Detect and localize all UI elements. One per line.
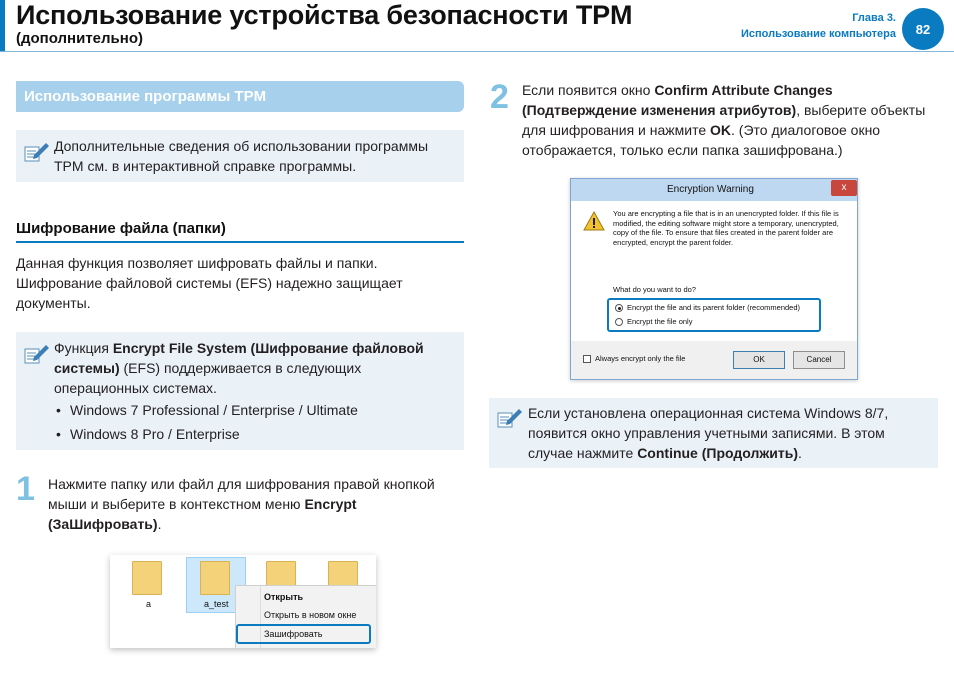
radio-encrypt-parent-label[interactable]: Encrypt the file and its parent folder (recommended) xyxy=(627,303,801,312)
header-accent-bar xyxy=(0,0,5,52)
step-1-text: Нажмите папку или файл для шифрования правой кнопкой мыши и выберите в контекстном меню Encrypt (ЗаШифровать). xyxy=(48,476,435,532)
encryption-warning-dialog xyxy=(570,178,858,380)
note-pen-icon xyxy=(22,340,50,368)
note-box-help xyxy=(16,130,464,182)
folder-icon xyxy=(200,561,230,595)
file-label: a xyxy=(146,599,152,609)
subheading-rule xyxy=(16,241,464,243)
context-menu-open[interactable]: Открыть xyxy=(264,592,304,602)
step-number-1: 1 xyxy=(16,470,35,508)
dialog-title: Encryption Warning xyxy=(667,184,754,195)
chapter-label: Глава 3. xyxy=(852,12,896,24)
explorer-screenshot xyxy=(110,555,376,648)
dialog-message: You are encrypting a file that is in an unencrypted folder. If this file is modified, the editing software might store a temporary, unencrypted, copy of the file. To ensure that files created in the parent folder are encrypted, encrypt the parent folder. xyxy=(613,209,839,247)
options-highlight xyxy=(607,298,821,332)
always-encrypt-label[interactable]: Always encrypt only the file xyxy=(595,354,686,363)
ok-button[interactable]: OK xyxy=(733,351,785,369)
context-menu-encrypt[interactable]: Зашифровать xyxy=(264,629,323,639)
note-text: Дополнительные сведения об использовании программы TPM см. в интерактивной справке программы. xyxy=(54,138,429,174)
page-subtitle: (дополнительно) xyxy=(16,30,143,47)
always-encrypt-checkbox[interactable] xyxy=(583,355,591,363)
radio-encrypt-file-only-label[interactable]: Encrypt the file only xyxy=(627,317,693,326)
list-item: • Windows 8 Pro / Enterprise xyxy=(70,424,240,444)
cancel-button[interactable]: Cancel xyxy=(793,351,845,369)
note-text: Функция Encrypt File System (Шифрование файловой системы) (EFS) поддерживается в следующих операционных системах. xyxy=(54,340,424,396)
file-label: a_test xyxy=(204,599,229,609)
step-number-2: 2 xyxy=(490,78,509,116)
subheading: Шифрование файла (папки) xyxy=(16,220,226,237)
intro-paragraph: Данная функция позволяет шифровать файлы и папки. Шифрование файловой системы (EFS) надежно защищает документы. xyxy=(16,255,403,311)
page-title: Использование устройства безопасности TPM xyxy=(16,0,633,30)
encrypt-highlight xyxy=(236,624,371,644)
page-number-badge: 82 xyxy=(902,8,944,50)
header-divider xyxy=(0,51,954,52)
dialog-close-button[interactable]: x xyxy=(831,180,857,196)
section-title-bar xyxy=(16,81,464,112)
section-title: Использование программы TPM xyxy=(24,88,267,105)
note-text: Если установлена операционная система Windows 8/7, появится окно управления учетными записями. В этом случае нажмите Continue (Продолжить). xyxy=(528,405,889,461)
warning-icon xyxy=(583,211,605,231)
note-pen-icon xyxy=(495,404,523,432)
step-2-text: Если появится окно Confirm Attribute Changes (Подтверждение изменения атрибутов), выберите объекты для шифрования и нажмите OK. (Это диалоговое окно отображается, только если папка зашифрована.) xyxy=(522,82,926,158)
context-menu-open-new-window[interactable]: Открыть в новом окне xyxy=(264,610,357,620)
dialog-question: What do you want to do? xyxy=(613,285,696,294)
note-box-efs xyxy=(16,332,464,450)
dialog-titlebar xyxy=(571,179,857,201)
note-pen-icon xyxy=(22,138,50,166)
folder-icon xyxy=(132,561,162,595)
note-box-uac xyxy=(489,398,938,468)
chapter-name: Использование компьютера xyxy=(740,28,896,40)
list-item: • Windows 7 Professional / Enterprise / Ultimate xyxy=(70,400,358,420)
